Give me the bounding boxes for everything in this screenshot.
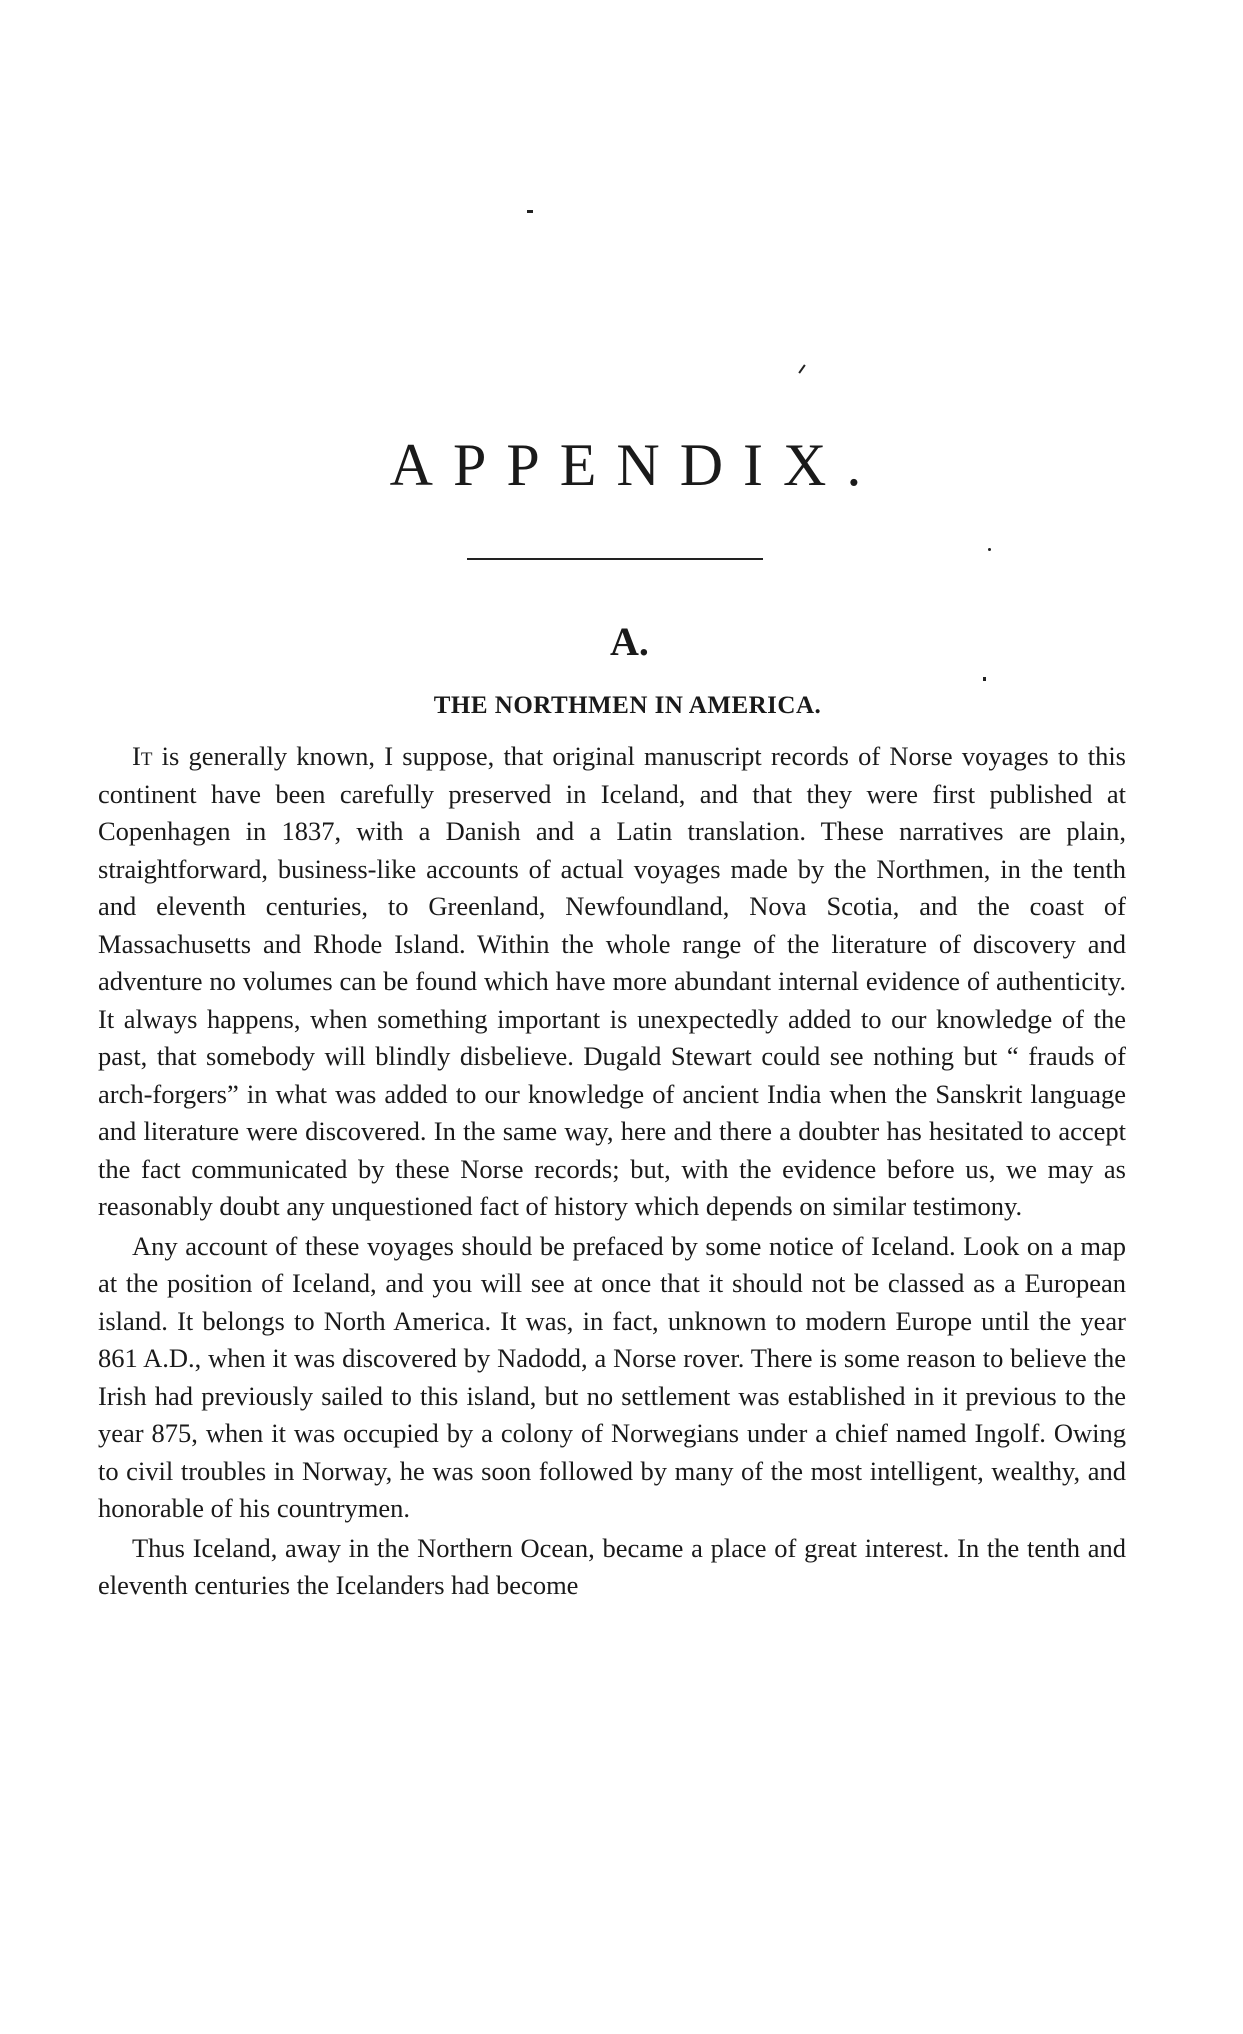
paragraph-lead-word: It	[132, 741, 153, 771]
title-rule	[467, 558, 763, 560]
section-title: THE NORTHMEN IN AMERICA.	[433, 692, 822, 719]
paragraph-text: Any account of these voyages should be prefaced by some notice of Iceland. Look on a map at the position of Iceland, and you will see at once that it should not be classed as a European island. It belongs to North America. It was, in fact, unknown to modern Europe until the year 861 A.D., when it was discovered by Nadodd, a Norse rover. There is some reason to believe the Irish had previously sailed to this island, but no settlement was established in it previous to the year 875, when it was occupied by a colony of Norwegians under a chief named Ingolf. Owing to civil troubles in Norway, he was soon followed by many of the most intelligent, wealthy, and honorable of his countrymen.	[98, 1230, 1126, 1523]
print-speck	[988, 548, 991, 551]
paragraph-text: is generally known, I suppose, that original manuscript records of Norse voyages to this continent have been carefully preserved in Iceland, and that they were first published at Copenhagen in 1837, with a Danish and a Latin translation. These narratives are plain, straightforward, business-like accounts of actual voyages made by the Northmen, in the tenth and eleventh centuries, to Greenland, Newfoundland, Nova Scotia, and the coast of Massachusetts and Rhode Island. Within the whole range of the literature of discovery and adventure no volumes can be found which have more abundant internal evidence of authenticity. It always happens, when something important is unexpectedly added to our knowledge of the past, that somebody will blindly disbelieve. Dugald Stewart could see nothing but “ frauds of arch-forgers” in what was added to our knowledge of ancient India when the Sanskrit language and literature were discovered. In the same way, here and there a doubter has hesitated to accept the fact communicated by these Norse records; but, with the evidence before us, we may as reasonably doubt any unquestioned fact of history which depends on similar testimony.	[98, 741, 1126, 1221]
print-speck	[983, 677, 986, 681]
section-letter: A.	[610, 619, 649, 664]
print-speck	[527, 210, 533, 213]
paragraph-1	[98, 738, 1126, 1226]
appendix-title: APPENDIX.	[389, 432, 882, 498]
body-text	[98, 738, 1126, 1605]
paragraph-2	[98, 1228, 1126, 1528]
paragraph-text: Thus Iceland, away in the Northern Ocean, became a place of great interest. In the tenth and eleventh centuries the Icelanders had become	[98, 1532, 1126, 1600]
print-speck	[798, 364, 805, 373]
paragraph-3	[98, 1530, 1126, 1605]
